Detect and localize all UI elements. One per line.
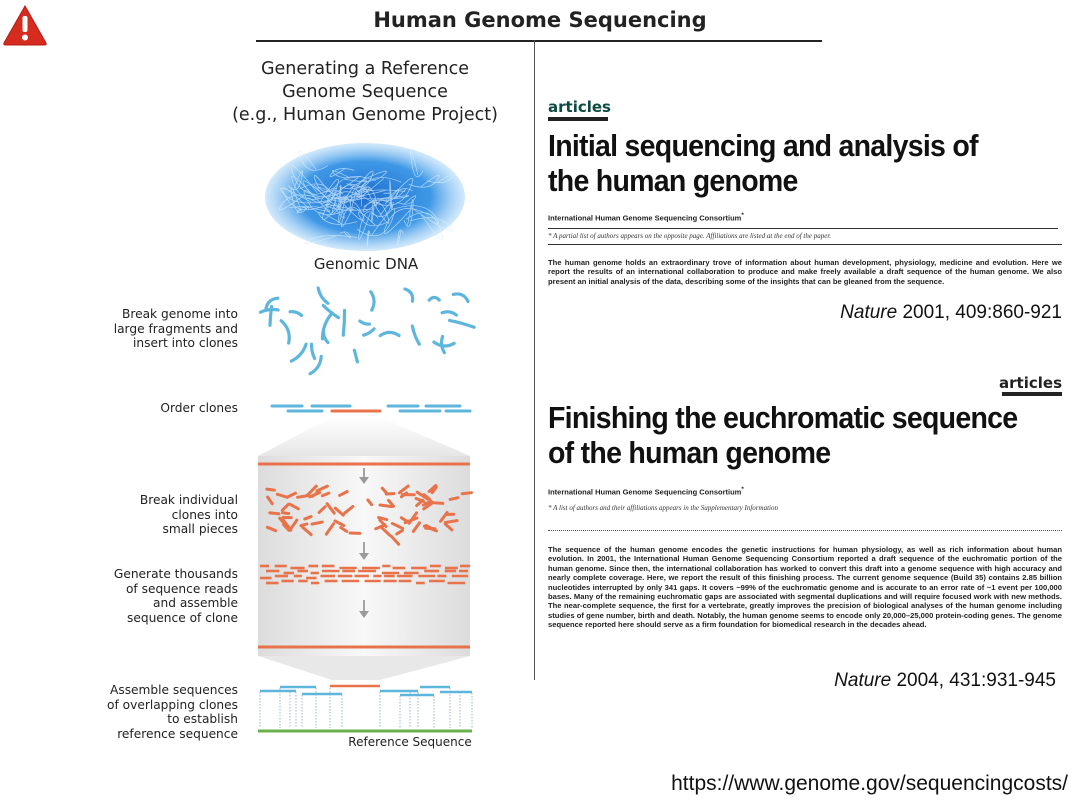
clone-fragment xyxy=(260,309,278,313)
infographic-title-line-1: Generating a Reference xyxy=(260,59,469,79)
clone-fragment xyxy=(354,350,357,362)
paper1-articles-tag: articles xyxy=(548,98,611,116)
clone-fragment xyxy=(343,310,345,335)
slide-title: Human Genome Sequencing xyxy=(373,8,707,32)
infographic-title xyxy=(230,58,500,127)
clone-fragment xyxy=(450,320,475,327)
step-line: clones into xyxy=(171,507,238,522)
paper2-author-note: * A list of authors and their affiliations appears in the Supplementary Information xyxy=(548,504,778,512)
step-line: sequence of clone xyxy=(127,610,238,625)
clone-fragment xyxy=(429,297,439,300)
paper1-consortium-mark: * xyxy=(741,212,744,219)
clone-fragment xyxy=(323,332,328,343)
step-line: to establish xyxy=(167,712,238,726)
clone-fragments xyxy=(260,287,474,375)
step-line: insert into clones xyxy=(133,336,238,350)
citation-details: 2004, 431:931-945 xyxy=(891,670,1056,691)
clone-fragment xyxy=(412,326,420,345)
paper1-rule xyxy=(548,244,1062,245)
clone-fragment xyxy=(405,287,415,301)
small-piece xyxy=(301,524,307,526)
clone-fragment xyxy=(442,311,457,315)
clone-fragment xyxy=(360,321,370,325)
expansion-funnel xyxy=(258,417,470,456)
small-piece xyxy=(380,505,392,507)
step-line: Generate thousands xyxy=(113,567,238,581)
infographic-title-line-2: Genome Sequence xyxy=(282,82,448,102)
clone-fragment xyxy=(270,306,272,325)
step-order-clones xyxy=(160,401,238,416)
paper1-title: Initial sequencing and analysis of the human genome xyxy=(548,128,978,198)
title-underline xyxy=(256,40,822,42)
citation-journal: Nature xyxy=(840,302,898,323)
genomic-dna-illustration xyxy=(262,140,468,254)
paper2-abstract: The sequence of the human genome encodes the genetic instructions for human physiology, as well as rich information about human evolution. In 2001, the International Human Genome Sequencing Consortium reported a draft sequence of the euchromatic portion of the human genome. Since then, the international collaboration has worked to convert this draft into a genome sequence with high accuracy and nearly complete coverage. Here, we report the result of this finishing process. The current genome sequence (Build 35) contains 2.85 billion nucleotides interrupted by only 341 gaps. It covers ~99% of the euchromatic genome and is accurate to an error rate of ~1 event per 100,000 bases. Many of the remaining euchromatic gaps are associated with segmental duplications and will require focused work with new methods. The near-complete sequence, the first for a vertebrate, greatly improves the precision of biological analyses of the human genome including studies of gene number, birth and death. Notably, the human genome seems to encode only 20,000–25,000 protein-coding genes. The genome sequence reported here should serve as a firm foundation for biomedical research in the decades ahead. xyxy=(548,545,1062,630)
step-line: Break individual xyxy=(139,493,238,507)
step-assemble xyxy=(107,683,238,741)
small-piece xyxy=(267,489,275,490)
paper1-author-note: * A partial list of authors appears on the opposite page. Affiliations are listed at the end of the paper. xyxy=(548,232,832,240)
paper2-consortium xyxy=(548,486,744,497)
genomic-dna-label: Genomic DNA xyxy=(313,255,419,273)
step-line: of overlapping clones xyxy=(107,697,238,712)
step-line: of sequence reads xyxy=(125,581,238,596)
step-generate-reads xyxy=(114,567,238,625)
paper1-rule xyxy=(548,228,1058,229)
clone-fragment xyxy=(291,344,308,363)
small-piece xyxy=(298,496,307,498)
clone-fragment xyxy=(364,329,375,336)
small-piece xyxy=(312,522,322,524)
paper2-dotted-rule xyxy=(548,530,1062,531)
column-divider xyxy=(534,40,535,680)
small-piece xyxy=(270,513,279,514)
clone-fragment xyxy=(380,332,399,335)
step-line: and assemble xyxy=(153,596,238,610)
source-url: https://www.genome.gov/sequencingcosts/ xyxy=(671,772,1068,795)
small-piece xyxy=(283,513,289,514)
ordered-clones xyxy=(272,406,470,411)
paper1-citation xyxy=(700,302,1062,324)
clone-fragment xyxy=(320,312,332,339)
step-line: reference sequence xyxy=(117,726,238,741)
small-piece xyxy=(450,498,458,500)
clone-fragment xyxy=(290,310,302,315)
clone-fragment xyxy=(434,342,454,347)
clone-fragment xyxy=(453,291,469,301)
warning-triangle-icon xyxy=(2,4,48,46)
step-line: Assemble sequences xyxy=(110,683,238,697)
paper2-consortium-mark: * xyxy=(741,486,744,493)
paper1-consortium-name: International Human Genome Sequencing Consortium xyxy=(548,213,742,223)
small-piece xyxy=(462,493,471,494)
assembly-diagram xyxy=(258,686,472,731)
clone-fragment xyxy=(310,356,324,375)
paper1-tag-underline xyxy=(548,117,608,121)
step-break-clones xyxy=(140,493,238,537)
sequencing-process-diagram xyxy=(250,280,480,750)
paper2-articles-tag: articles xyxy=(999,374,1062,392)
paper2-title: Finishing the euchromatic sequence of the human genome xyxy=(548,400,1018,470)
clone-fragment xyxy=(317,288,328,304)
small-piece xyxy=(432,503,443,504)
paper1-abstract: The human genome holds an extraordinary trove of information about human development, physiology, medicine and evolution. Here we report the results of an international collaboration to produce and make freely available a draft sequence of the human genome. We also present an initial analysis of the data, describing some of the insights that can be gleaned from the sequence. xyxy=(548,258,1062,286)
step-break-genome xyxy=(114,307,238,351)
citation-journal: Nature xyxy=(834,670,892,691)
small-piece xyxy=(445,521,457,523)
step-line: large fragments and xyxy=(113,321,238,336)
citation-details: 2001, 409:860-921 xyxy=(897,302,1062,323)
paper2-consortium-name: International Human Genome Sequencing Consortium xyxy=(548,487,742,497)
paper1-consortium xyxy=(548,212,744,223)
step-line: small pieces xyxy=(162,522,238,536)
step-line: Order clones xyxy=(160,401,238,415)
infographic-title-line-3: (e.g., Human Genome Project) xyxy=(232,105,498,125)
reference-sequence-label: Reference Sequence xyxy=(348,735,472,749)
clone-fragment xyxy=(281,320,292,344)
step-line: Break genome into xyxy=(121,307,238,321)
clone-fragment xyxy=(311,344,315,358)
clone-fragment xyxy=(371,292,375,310)
paper2-citation xyxy=(700,670,1056,692)
paper2-tag-underline xyxy=(1002,392,1062,396)
